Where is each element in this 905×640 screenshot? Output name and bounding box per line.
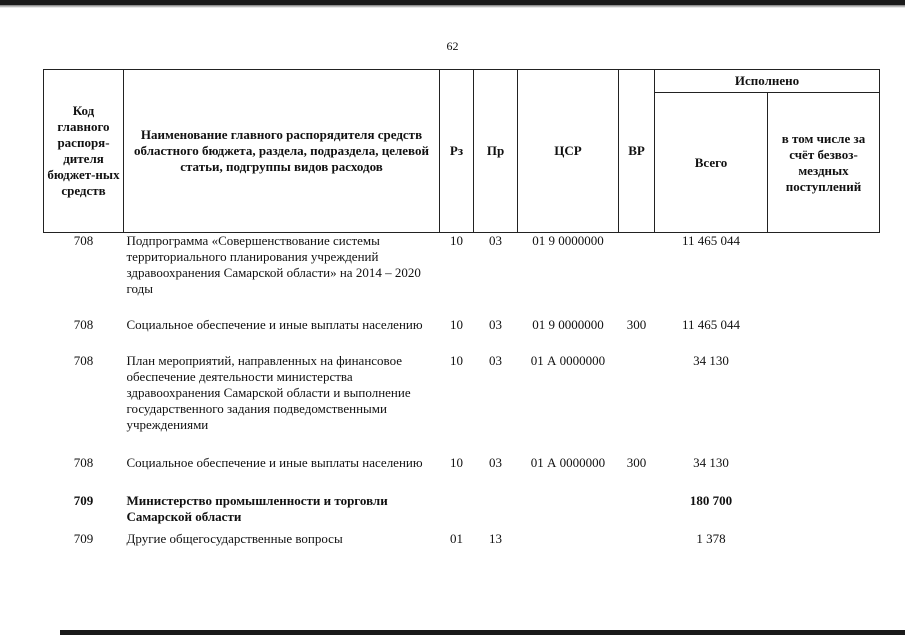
row-name: Социальное обеспечение и иные выплаты населению — [126, 454, 423, 470]
budget-table — [43, 69, 880, 553]
row-gratuitous — [768, 233, 880, 317]
row-gratuitous — [768, 455, 880, 493]
table-body — [44, 233, 880, 553]
row-code: 709 — [73, 530, 94, 546]
row-vr — [619, 531, 655, 553]
row-name: Другие общегосударственные вопросы — [126, 530, 343, 546]
header-vr: ВР — [619, 70, 655, 233]
row-name: План мероприятий, направленных на финансовое обеспечение деятельности министерства здравоохранения Самарской области и выполнение государственного задания подведомственными учреждениями — [126, 352, 411, 432]
row-pr: 13 — [489, 530, 502, 546]
row-csr — [518, 493, 619, 531]
header-name: Наименование главного распорядителя средств областного бюджета, раздела, подраздела, целевой статьи, подгруппы видов расходов — [124, 70, 440, 233]
row-vr: 300 — [626, 316, 647, 332]
header-executed: Исполнено — [655, 70, 880, 93]
row-name: Подпрограмма «Совершенствование системы территориального планирования учреждений здравоохранения Самарской области» на 2014 – 2020 годы — [126, 233, 421, 296]
row-total: 180 700 — [689, 492, 733, 508]
row-code: 708 — [73, 316, 94, 332]
row-total: 11 465 044 — [681, 316, 741, 332]
row-rz — [440, 493, 474, 531]
row-vr: 300 — [626, 454, 647, 470]
header-csr: ЦСР — [518, 70, 619, 233]
row-pr: 03 — [489, 454, 502, 470]
scan-edge-bottom — [60, 630, 905, 635]
row-rz: 01 — [450, 530, 463, 546]
table-row — [44, 493, 880, 531]
table-row — [44, 233, 880, 317]
row-pr: 03 — [489, 352, 502, 368]
row-total: 11 465 044 — [681, 233, 741, 248]
row-gratuitous — [768, 317, 880, 353]
row-rz: 10 — [450, 454, 463, 470]
row-gratuitous — [768, 531, 880, 553]
row-rz: 10 — [450, 316, 463, 332]
row-vr — [619, 233, 655, 317]
header-code: Код главного распоря-дителя бюджет-ных средств — [44, 70, 124, 233]
row-vr — [619, 493, 655, 531]
row-csr: 01 9 0000000 — [532, 233, 604, 248]
row-gratuitous — [768, 353, 880, 455]
row-pr: 03 — [489, 316, 502, 332]
header-gratuitous: в том числе за счёт безвоз-мездных поступлений — [768, 93, 880, 233]
row-code: 709 — [73, 492, 94, 508]
page-number: 62 — [446, 39, 459, 53]
row-total: 34 130 — [693, 352, 729, 368]
header-pr: Пр — [474, 70, 518, 233]
row-csr: 01 9 0000000 — [532, 316, 604, 332]
row-rz: 10 — [450, 233, 463, 248]
header-total: Всего — [655, 93, 768, 233]
header-rz: Рз — [440, 70, 474, 233]
row-gratuitous — [768, 493, 880, 531]
row-code: 708 — [73, 454, 94, 470]
row-name: Министерство промышленности и торговли Самарской области — [126, 492, 388, 524]
row-vr — [619, 353, 655, 455]
row-pr — [474, 493, 518, 531]
table-row — [44, 455, 880, 493]
row-csr: 01 А 0000000 — [530, 352, 606, 368]
row-csr — [518, 531, 619, 553]
scan-edge-top-shadow — [0, 5, 905, 8]
row-total: 1 378 — [696, 530, 726, 546]
row-name: Социальное обеспечение и иные выплаты населению — [126, 316, 423, 332]
table-row — [44, 531, 880, 553]
row-pr: 03 — [489, 233, 502, 248]
row-code: 708 — [73, 352, 94, 368]
row-csr: 01 А 0000000 — [530, 454, 606, 470]
row-rz: 10 — [450, 352, 463, 368]
table-header — [44, 70, 880, 233]
table-row — [44, 353, 880, 455]
row-code: 708 — [73, 233, 94, 248]
row-total: 34 130 — [693, 454, 729, 470]
table-row — [44, 317, 880, 353]
